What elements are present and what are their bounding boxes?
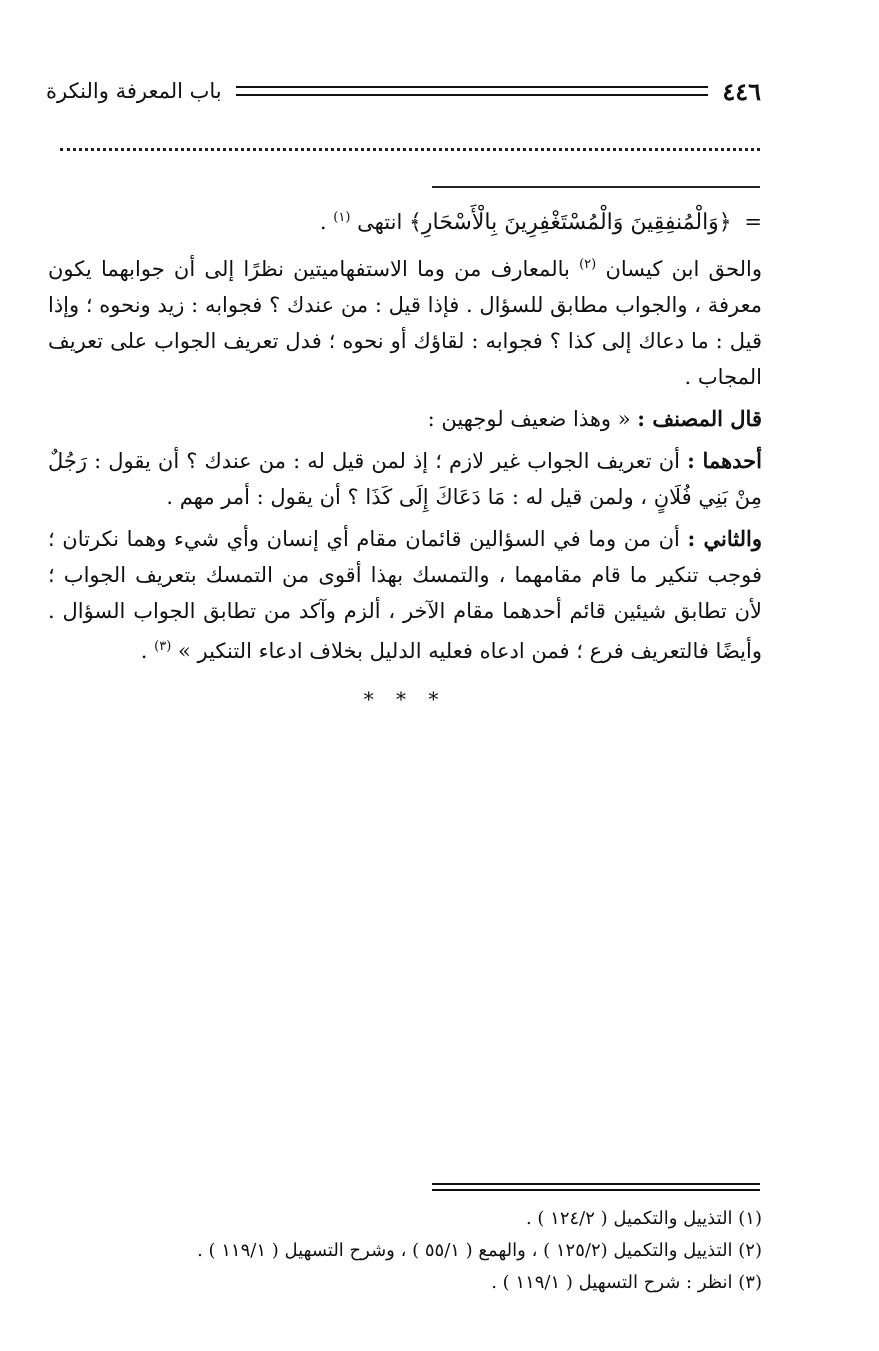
dotted-divider <box>60 148 760 151</box>
main-text <box>48 200 762 717</box>
section-separator: * * * <box>363 687 447 711</box>
footnote: (٢) التذييل والتكميل (١٢٥/٢ ) ، والهمع ( ٥٥/١ ) ، وشرح التسهيل ( ١١٩/١ ) . <box>197 1240 762 1261</box>
footnote-ref: (٢) <box>579 257 597 272</box>
carryover-line <box>48 200 762 241</box>
paragraph <box>48 521 762 669</box>
paragraph-text: « وهذا ضعيف لوجهين : <box>427 407 631 431</box>
continuation-mark: = <box>744 210 762 234</box>
paragraph-text: أن تعريف الجواب غير لازم ؛ إذ لمن قيل له : من عندك ؟ أن يقول : رَجُلٌ مِنْ بَنِي فُلَانٍ ، ولمن قيل له : مَا دَعَاكَ إِلَى كَذَا ؟ أن يقول : أمر مهم . <box>48 449 762 509</box>
footnote: (٣) انظر : شرح التسهيل ( ١١٩/١ ) . <box>491 1272 762 1293</box>
paragraph-text: والحق ابن كيسان <box>605 257 762 281</box>
page-header <box>46 74 761 108</box>
footnote-ref: (٣) <box>154 639 172 654</box>
point-label: والثاني : <box>687 526 763 551</box>
chapter-title: باب المعرفة والنكرة <box>46 79 222 103</box>
carryover-footnote-rule <box>432 186 760 188</box>
speaker-label: قال المصنف : <box>637 406 762 431</box>
header-rule <box>236 86 709 96</box>
carryover-text: انتهى <box>357 210 403 234</box>
paragraph <box>48 247 762 395</box>
carryover-end: . <box>319 210 327 234</box>
footnotes <box>48 1203 762 1299</box>
paragraph <box>48 401 762 437</box>
footnote-rule <box>432 1183 760 1191</box>
point-label: أحدهما : <box>687 448 763 473</box>
paragraph <box>48 443 762 515</box>
page-number: ٤٤٦ <box>722 76 761 106</box>
quran-quote: ﴿وَالْمُنفِقِينَ وَالْمُسْتَغْفِرِينَ بِالْأَسْحَارِ﴾ <box>408 210 732 235</box>
paragraph-text: أن من وما في السؤالين قائمان مقام أي إنسان وأي شيء وهما نكرتان ؛ فوجب تنكير ما قام مقامهما ، والتمسك بهذا أقوى من التمسك بتعريف الجواب ؛ لأن تطابق شيئين قائم أحدهما مقام الآخر ، ألزم وآكد من تطابق الجواب السؤال . وأيضًا فالتعريف فرع ؛ فمن ادعاه فعليه الدليل بخلاف ادعاء التنكير » <box>48 527 762 663</box>
footnote-ref: (١) <box>333 210 351 225</box>
footnote: (١) التذييل والتكميل ( ١٢٤/٢ ) . <box>525 1208 762 1229</box>
paragraph-end: . <box>140 639 148 663</box>
paragraph-text: بالمعارف من وما الاستفهاميتين نظرًا إلى أن جوابهما يكون معرفة ، والجواب مطابق للسؤال . فإذا قيل : من عندك ؟ فجوابه : زيد ونحوه ؛ وإذا قيل : ما دعاك إلى كذا ؟ فجوابه : لقاؤك أو نحوه ؛ فدل تعريف الجواب على تعريف المجاب . <box>48 257 762 389</box>
